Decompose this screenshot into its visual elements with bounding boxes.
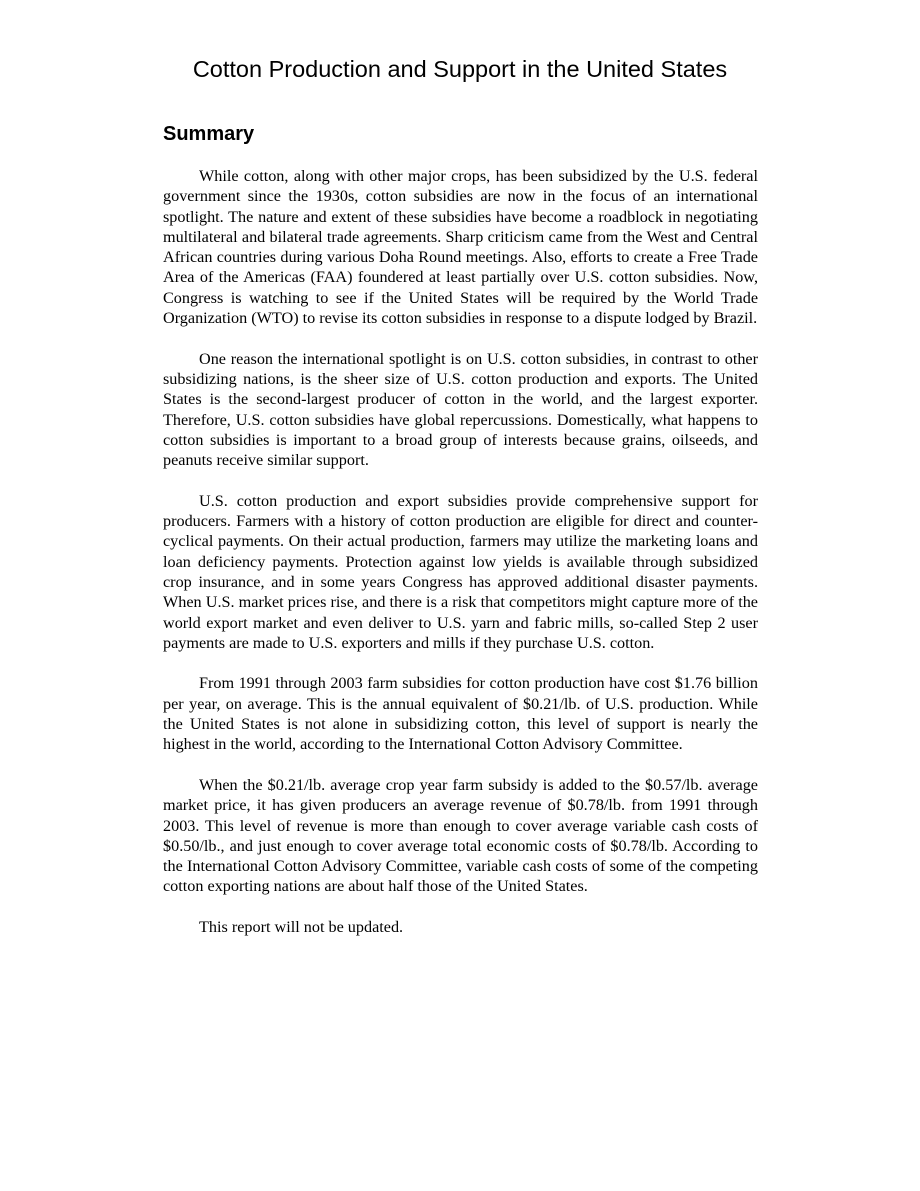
document-title: Cotton Production and Support in the United States — [192, 56, 728, 82]
paragraph: When the $0.21/lb. average crop year farm subsidy is added to the $0.57/lb. average market price, it has given producers an average revenue of $0.78/lb. from 1991 through 2003. This level of revenue is more than enough to cover average variable cash costs of $0.50/lb., and just enough to cover average total economic costs of $0.78/lb. According to the International Cotton Advisory Committee, variable cash costs of some of the competing cotton exporting nations are about half those of the United States. — [163, 775, 758, 896]
paragraph: This report will not be updated. — [199, 917, 404, 936]
paragraph: U.S. cotton production and export subsidies provide comprehensive support for producers. Farmers with a history of cotton production are eligible for direct and counter-cyclical payments. On their actual production, farmers may utilize the marketing loans and loan deficiency payments. Protection against low yields is available through subsidized crop insurance, and in some years Congress has approved additional disaster payments. When U.S. market prices rise, and there is a risk that competitors might capture more of the world export market and even deliver to U.S. yarn and fabric mills, so-called Step 2 user payments are made to U.S. exporters and mills if they purchase U.S. cotton. — [163, 491, 758, 652]
section-heading-summary: Summary — [163, 123, 255, 145]
paragraph: From 1991 through 2003 farm subsidies for cotton production have cost $1.76 billion per year, on average. This is the annual equivalent of $0.21/lb. of U.S. production. While the United States is not alone in subsidizing cotton, this level of support is nearly the highest in the world, according to the International Cotton Advisory Committee. — [163, 674, 758, 754]
paragraph: While cotton, along with other major crops, has been subsidized by the U.S. federal government since the 1930s, cotton subsidies are now in the focus of an international spotlight. The nature and extent of these subsidies have become a roadblock in negotiating multilateral and bilateral trade agreements. Sharp criticism came from the West and Central African countries during various Doha Round meetings. Also, efforts to create a Free Trade Area of the Americas (FAA) foundered at least partially over U.S. cotton subsidies. Now, Congress is watching to see if the United States will be required by the World Trade Organization (WTO) to revise its cotton subsidies in response to a dispute lodged by Brazil. — [163, 167, 758, 328]
paragraph: One reason the international spotlight is on U.S. cotton subsidies, in contrast to other subsidizing nations, is the sheer size of U.S. cotton production and exports. The United States is the second-largest producer of cotton in the world, and the largest exporter. Therefore, U.S. cotton subsidies have global repercussions. Domestically, what happens to cotton subsidies is important to a broad group of interests because grains, oilseeds, and peanuts receive similar support. — [163, 349, 758, 470]
summary-body — [163, 166, 758, 958]
